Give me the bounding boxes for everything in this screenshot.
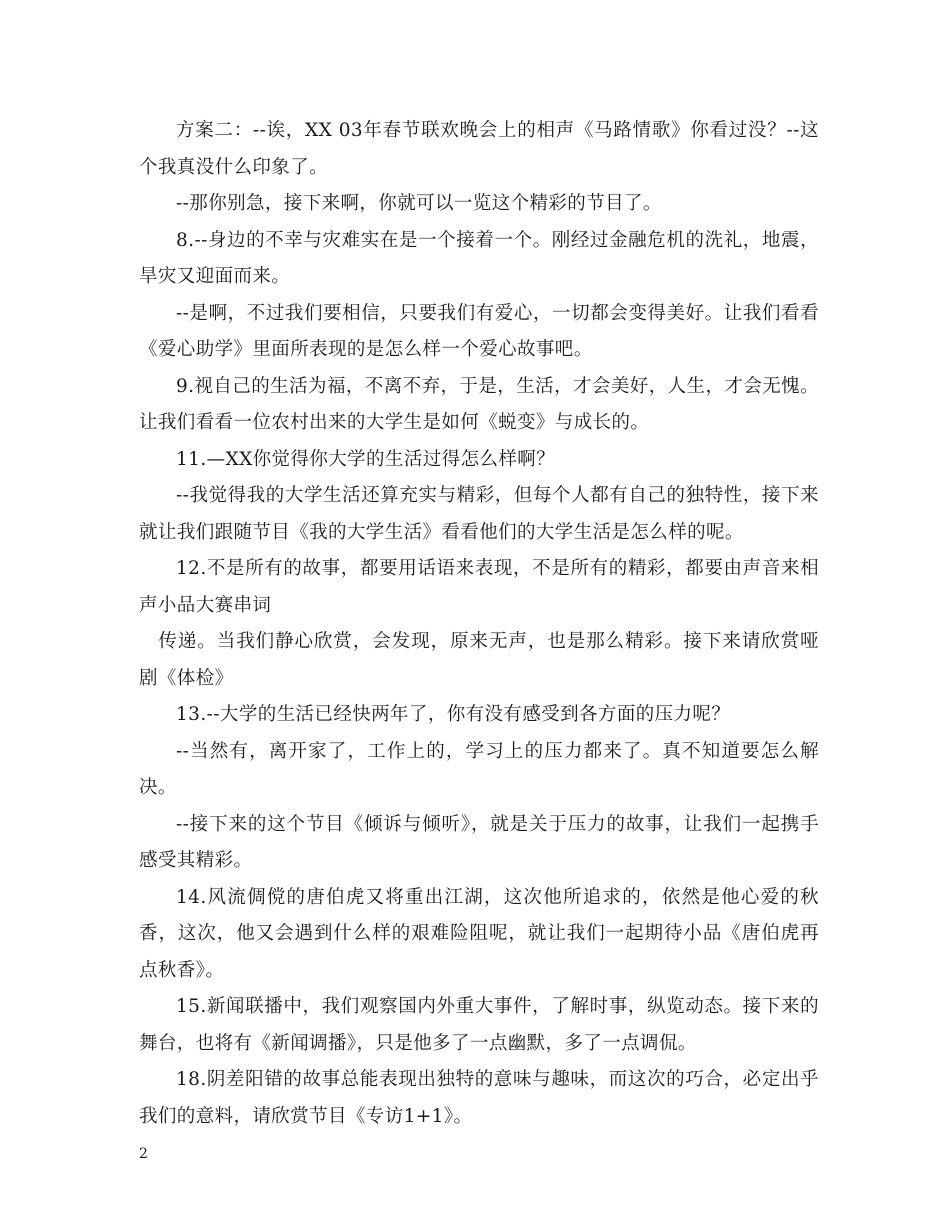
paragraph-item-8: 8.--身边的不幸与灾难实在是一个接着一个。刚经过金融危机的洗礼，地震，旱灾又迎面而来。 — [139, 229, 819, 287]
paragraph-item-14: 14.风流倜傥的唐伯虎又将重出江湖，这次他所追求的，依然是他心爱的秋香，这次，他又会遇到什么样的艰难险阻呢，就让我们一起期待小品《唐伯虎再点秋香》。 — [139, 886, 819, 981]
paragraph: --是啊，不过我们要相信，只要我们有爱心，一切都会变得美好。让我们看看《爱心助学》里面所表现的是怎么样一个爱心故事吧。 — [139, 302, 819, 360]
paragraph: --接下来的这个节目《倾诉与倾听》，就是关于压力的故事，让我们一起携手感受其精彩。 — [139, 813, 819, 871]
paragraph-item-9: 9.视自己的生活为福，不离不弃，于是，生活，才会美好，人生，才会无愧。让我们看看一位农村出来的大学生是如何《蜕变》与成长的。 — [139, 375, 819, 433]
paragraph-continuation: 传递。当我们静心欣赏，会发现，原来无声，也是那么精彩。接下来请欣赏哑剧《体检》 — [139, 631, 819, 689]
paragraph-plan-two: 方案二：--诶，XX 03年春节联欢晚会上的相声《马路情歌》你看过没？--这个我真没什么印象了。 — [139, 120, 819, 178]
paragraph: --那你别急，接下来啊，你就可以一览这个精彩的节目了。 — [176, 193, 662, 214]
paragraph-item-18: 18.阴差阳错的故事总能表现出独特的意味与趣味，而这次的巧合，必定出乎我们的意料，请欣赏节目《专访1+1》。 — [139, 1069, 819, 1127]
page-number: 2 — [139, 1146, 148, 1162]
paragraph-item-12: 12.不是所有的故事，都要用话语来表现，不是所有的精彩，都要由声音来相声小品大赛串词 — [139, 558, 819, 616]
paragraph: --我觉得我的大学生活还算充实与精彩，但每个人都有自己的独特性，接下来就让我们跟随节目《我的大学生活》看看他们的大学生活是怎么样的呢。 — [139, 485, 819, 543]
paragraph-item-15: 15.新闻联播中，我们观察国内外重大事件，了解时事，纵览动态。接下来的舞台，也将有《新闻调播》，只是他多了一点幽默，多了一点调侃。 — [139, 996, 819, 1054]
document-body — [139, 113, 819, 1135]
paragraph: --当然有，离开家了，工作上的，学习上的压力都来了。真不知道要怎么解决。 — [139, 740, 819, 798]
paragraph-item-11: 11.—XX你觉得你大学的生活过得怎么样啊？ — [176, 448, 556, 470]
paragraph-item-13: 13.--大学的生活已经快两年了，你有没有感受到各方面的压力呢？ — [176, 704, 731, 725]
